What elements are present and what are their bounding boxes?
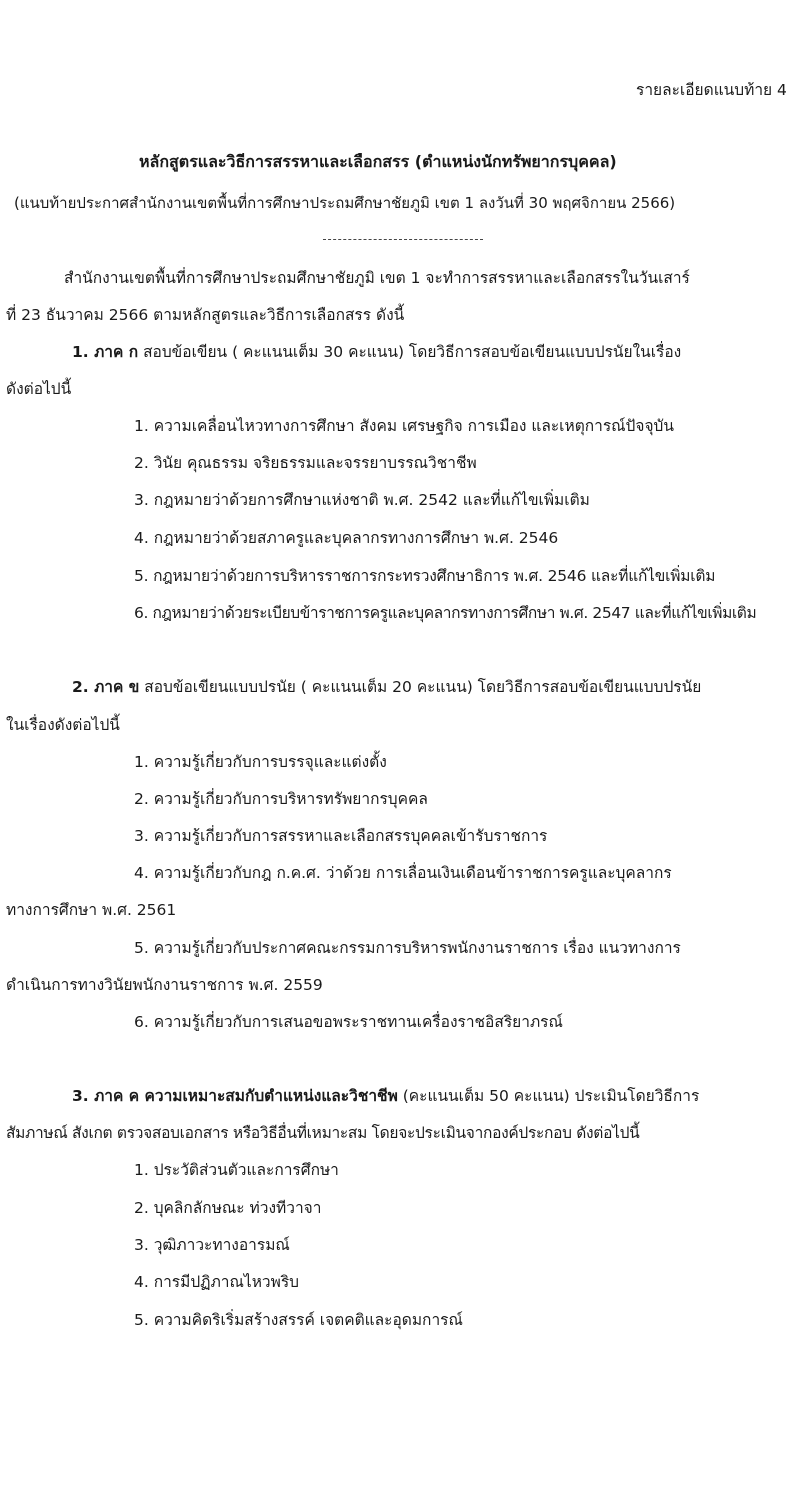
section-c-continuation: สัมภาษณ์ สังเกต ตรวจสอบเอกสาร หรือวิธีอื่นที่เหมาะสม โดยจะประเมินจากองค์ประกอบ ดังต่อไปนี้	[6, 1124, 640, 1142]
section-c-item: 1. ประวัติส่วนตัวและการศึกษา	[134, 1161, 339, 1179]
section-a-item: 5. กฎหมายว่าด้วยการบริหารราชการกระทรวงศึกษาธิการ พ.ศ. 2546 และที่แก้ไขเพิ่มเติม	[134, 567, 716, 585]
section-b-item: 5. ความรู้เกี่ยวกับประกาศคณะกรรมการบริหารพนักงานราชการ เรื่อง แนวทางการ	[134, 939, 681, 957]
section-b-item: 1. ความรู้เกี่ยวกับการบรรจุและแต่งตั้ง	[134, 753, 387, 771]
section-a-description: สอบข้อเขียน ( คะแนนเต็ม 30 คะแนน) โดยวิธีการสอบข้อเขียนแบบปรนัยในเรื่อง	[138, 343, 682, 361]
section-b-item-continuation: ทางการศึกษา พ.ศ. 2561	[6, 901, 177, 919]
section-a-header	[72, 342, 681, 362]
section-a-continuation: ดังต่อไปนี้	[6, 380, 72, 398]
section-a-item: 4. กฎหมายว่าด้วยสภาครูและบุคลากรทางการศึกษา พ.ศ. 2546	[134, 529, 559, 547]
section-a-item: 2. วินัย คุณธรรม จริยธรรมและจรรยาบรรณวิชาชีพ	[134, 454, 477, 472]
section-b-item-continuation: ดำเนินการทางวินัยพนักงานราชการ พ.ศ. 2559	[6, 976, 323, 994]
section-c-item: 3. วุฒิภาวะทางอารมณ์	[134, 1236, 290, 1254]
section-b-heading: 2. ภาค ข	[72, 678, 140, 696]
section-c-item: 5. ความคิดริเริ่มสร้างสรรค์ เจตคติและอุดมการณ์	[134, 1311, 463, 1329]
section-a-item: 6. กฎหมายว่าด้วยระเบียบข้าราชการครูและบุคลากรทางการศึกษา พ.ศ. 2547 และที่แก้ไขเพิ่มเติม	[134, 604, 757, 622]
attachment-note: รายละเอียดแนบท้าย 4	[636, 81, 787, 99]
document-subtitle: (แนบท้ายประกาศสำนักงานเขตพื้นที่การศึกษาประถมศึกษาชัยภูมิ เขต 1 ลงวันที่ 30 พฤศจิกายน 2566)	[14, 194, 676, 212]
section-a-item: 1. ความเคลื่อนไหวทางการศึกษา สังคม เศรษฐกิจ การเมือง และเหตุการณ์ปัจจุบัน	[134, 417, 674, 435]
section-b-item: 3. ความรู้เกี่ยวกับการสรรหาและเลือกสรรบุคคลเข้ารับราชการ	[134, 827, 548, 845]
intro-line-2: ที่ 23 ธันวาคม 2566 ตามหลักสูตรและวิธีการเลือกสรร ดังนี้	[6, 306, 405, 324]
section-b-continuation: ในเรื่องดังต่อไปนี้	[6, 716, 120, 734]
section-b-description: สอบข้อเขียนแบบปรนัย ( คะแนนเต็ม 20 คะแนน) โดยวิธีการสอบข้อเขียนแบบปรนัย	[139, 678, 702, 696]
section-c-heading: 3. ภาค ค ความเหมาะสมกับตำแหน่งและวิชาชีพ	[72, 1087, 398, 1105]
section-b-item: 4. ความรู้เกี่ยวกับกฎ ก.ค.ศ. ว่าด้วย การเลื่อนเงินเดือนข้าราชการครูและบุคลากร	[134, 864, 672, 882]
section-c-item: 2. บุคลิกลักษณะ ท่วงทีวาจา	[134, 1199, 322, 1217]
section-c-header	[72, 1086, 699, 1106]
section-b-item: 6. ความรู้เกี่ยวกับการเสนอขอพระราชทานเครื่องราชอิสริยาภรณ์	[134, 1013, 563, 1031]
divider	[323, 239, 483, 240]
section-a-item: 3. กฎหมายว่าด้วยการศึกษาแห่งชาติ พ.ศ. 2542 และที่แก้ไขเพิ่มเติม	[134, 491, 590, 509]
section-b-item: 2. ความรู้เกี่ยวกับการบริหารทรัพยากรบุคคล	[134, 790, 428, 808]
section-a-heading: 1. ภาค ก	[72, 343, 139, 361]
section-c-item: 4. การมีปฏิภาณไหวพริบ	[134, 1273, 299, 1291]
document-title: หลักสูตรและวิธีการสรรหาและเลือกสรร (ตำแหน่งนักทรัพยากรบุคคล)	[139, 152, 617, 171]
intro-line-1: สำนักงานเขตพื้นที่การศึกษาประถมศึกษาชัยภูมิ เขต 1 จะทำการสรรหาและเลือกสรรในวันเสาร์	[64, 269, 690, 287]
section-c-description: (คะแนนเต็ม 50 คะแนน) ประเมินโดยวิธีการ	[397, 1087, 700, 1105]
section-b-header	[72, 677, 701, 697]
